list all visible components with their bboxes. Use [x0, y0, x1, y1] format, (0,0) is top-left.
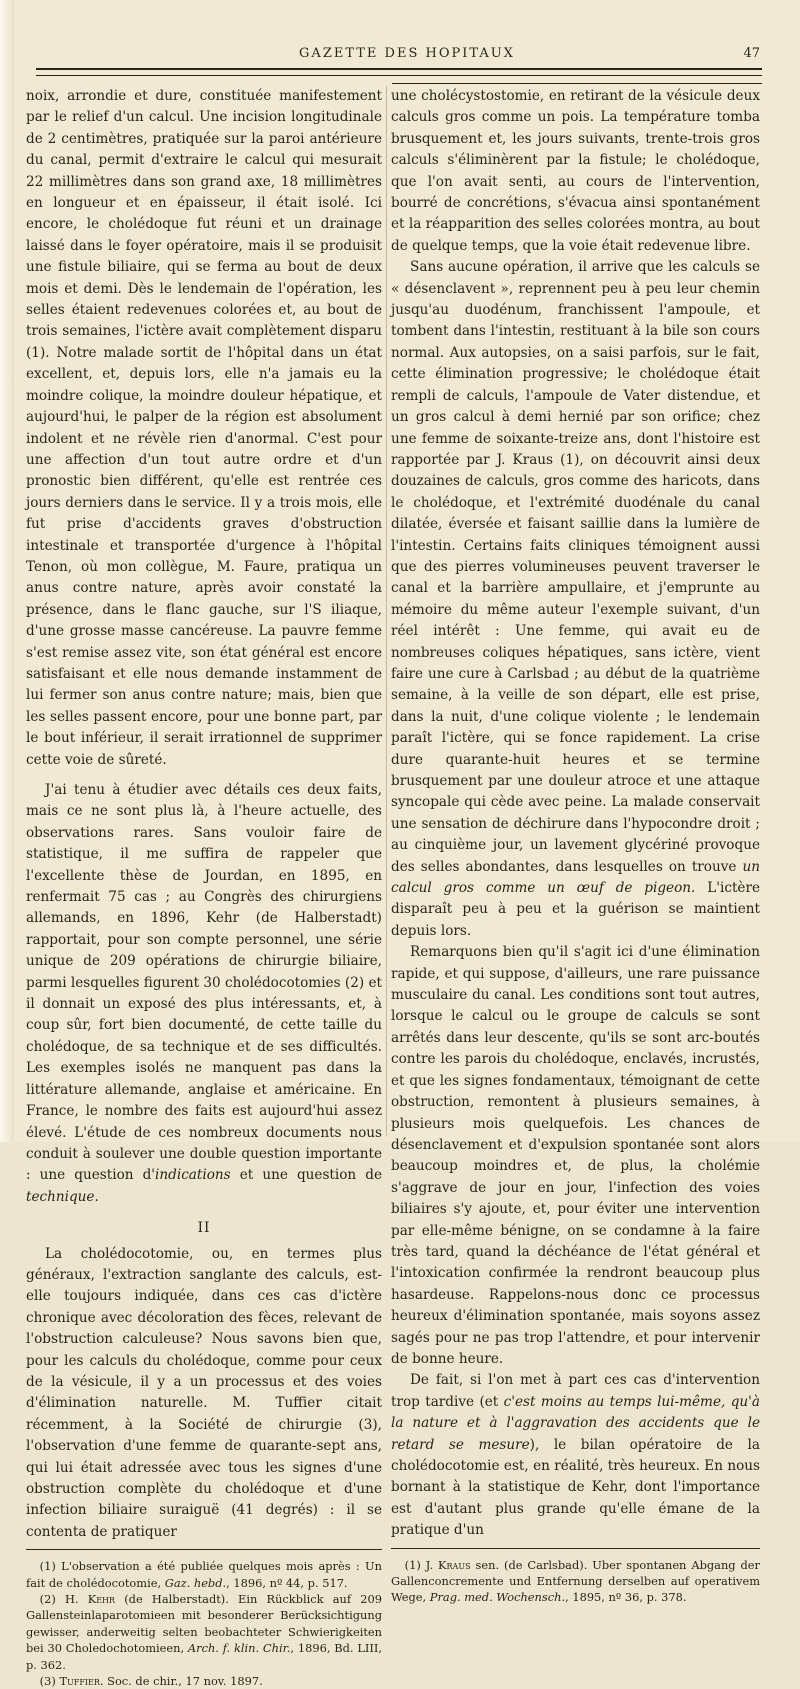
right-paragraph-4-end: ), le bilan opératoire de la cholédocotomie est, en réalité, très heureux. En nous bornant à la statistique de Kehr, dont l'importance est d'autant plus grande qu'elle émane de la pratique d'un	[391, 1436, 760, 1539]
footnote-kraus: (1) J. Kraus sen. (de Carlsbad). Uber spontanen Abgang der Gallenconcremente und Entfernung derselben auf operativem Wege, Prag. med. Wochensch., 1895, nº 36, p. 378.	[391, 1557, 760, 1605]
running-title: GAZETTE DES HOPITAUX	[299, 46, 515, 61]
footnote-3: (3) Tuffier. Soc. de chir., 17 nov. 1897.	[39, 1674, 263, 1689]
header-thin-rule	[392, 83, 762, 84]
right-paragraph-2-end: L'ictère disparaît peu à peu et la guérison se maintient depuis lors.	[391, 880, 760, 939]
column-gutter	[386, 86, 387, 1136]
footnote-kraus-source: Prag. med. Wochensch.	[429, 1590, 566, 1605]
left-paragraph-3: La cholédocotomie, ou, en termes plus généraux, l'extraction sanglante des calculs, est-elle toujours indiquée, dans ces cas d'ictère chronique avec décoloration des fèces, relevant de l'obstruction calculeuse? Nous savons bien que, pour les calculs du cholédoque, comme pour ceux de la vésicule, il y a un processus et des voies d'élimination naturelle. M. Tuffier citait récemment, à la Société de chirurgie (3), l'observation d'une femme de quarante-sept ans, qui lui était adressée avec tous les signes d'une obstruction complète du cholédoque et d'une infection biliaire suraiguë (41 degrés) : il se contenta de pratiquer	[26, 1245, 382, 1540]
right-paragraph-2-text: Sans aucune opération, il arrive que les calculs se « désenclavent », reprennent peu à peu leur chemin jusqu'au duodénum, franchissent l'ampoule, et tombent dans l'intestin, restituant à la bile son cours normal. Aux autopsies, on a saisi parfois, sur le fait, cette élimination progressive; le cholédoque était rempli de calculs, l'ampoule de Vater distendue, et un gros calcul à demi hernié par son orifice; chez une femme de soixante-treize ans, dont l'histoire est rapportée par J. Kraus (1), on découvrit ainsi deux douzaines de calculs, gros comme des haricots, dans le cholédoque, et l'extrémité duodénale du canal dilatée, éversée et faisant saillie dans la lumière de l'intestin. Certains faits cliniques témoignent aussi que des pierres volumineuses peuvent traverser le canal et la barrière ampullaire, et j'emprunte au mémoire du même auteur l'exemple suivant, d'un réel intérêt : Une femme, qui avait eu de nombreuses coliques hépatiques, sans ictère, vient faire une cure à Carlsbad ; au début de la quatrième semaine, à la veille de son départ, elle est prise, dans la nuit, d'une colique violente ; le lendemain paraît l'ictère, qui se fonce rapidement. La crise dure quarante-huit heures et se termine brusquement par une douleur atroce et une attaque syncopale qui cède avec peine. La malade conservait une sensation de déchirure dans l'hypocondre droit ; au cinquième jour, un lavement glycériné provoque des selles abondantes, dans lesquelles on trouve	[391, 259, 760, 875]
right-paragraph-4	[391, 1370, 760, 1541]
section-number: II	[197, 1220, 211, 1237]
left-paragraph-1: noix, arrondie et dure, constituée manifestement par le relief d'un calcul. Une incision longitudinale de 2 centimètres, pratiquée sur la paroi antérieure du canal, permit d'extraire le calcul qui mesurait 22 millimètres dans son grand axe, 18 millimètres en longueur et en épaisseur, il était isolé. Ici encore, le cholédoque fut réuni et un drainage laissé dans le foyer opératoire, mais il se produisit une fistule biliaire, qui se ferma au bout de deux mois et demi. Dès le lendemain de l'opération, les selles étaient redevenues colorées et, au bout de trois semaines, l'ictère avait complètement disparu (1). Notre malade sortit de l'hôpital dans un état excellent, et, depuis lors, elle n'a jamais eu la moindre colique, la moindre douleur hépatique, et aujourd'hui, le palper de la région est absolument indolent et ne révèle rien d'anormal. C'est pour une affection d'un tout autre ordre et d'un pronostic bien différent, qu'elle est rentrée ces jours derniers dans le service. Il y a trois mois, elle fut prise d'accidents graves d'obstruction intestinale et transportée d'urgence à l'hôpital Tenon, où mon collègue, M. Faure, pratiqua un anus contre nature, après avoir constaté la présence, dans le flanc gauche, sur l'S iliaque, d'une grosse masse cancéreuse. La pauvre femme s'est remise assez vite, son état général est encore satisfaisant et elle nous demande instamment de lui fermer son anus contre nature; mais, bien que les selles passent encore, pour une bonne part, par le bout inférieur, il serait irrationnel de supprimer cette voie de sûreté.	[26, 88, 382, 768]
left-footnotes	[26, 1549, 382, 1689]
right-paragraph-4-text: De fait, si l'on met à part ces cas d'intervention trop tardive (et	[391, 1372, 760, 1410]
newspaper-page	[14, 0, 800, 1689]
footnote-2-source: Arch. f. klin. Chir.	[187, 1641, 291, 1656]
left-paragraph-2-end: .	[94, 1188, 99, 1205]
right-paragraph-1: une cholécystostomie, en retirant de la vésicule deux calculs gros comme un pois. La température tomba brusquement et, les jours suivants, trente-trois gros calculs s'éliminèrent par la fistule; le cholédoque, que l'on avait senti, au cours de l'intervention, bourré de concrétions, s'évacua ainsi spontanément et la réapparition des selles colorées montra, au bout de quelque temps, que la voie était redevenue libre.	[391, 88, 760, 254]
left-paragraph-2-text: J'ai tenu à étudier avec détails ces deux faits, mais ce ne sont plus là, à l'heure actuelle, des observations rares. Sans vouloir faire de statistique, il me suffira de rappeler que l'excellente thèse de Jourdan, en 1895, en renfermait 75 cas ; au Congrès des chirurgiens allemands, en 1896, Kehr (de Halberstadt) rapportait, pour son compte personnel, une série unique de 209 opérations de chirurgie biliaire, parmi lesquelles figurent 30 cholédocotomies (2) et il donnait un exposé des plus intéressants, et, à coup sûr, fort bien documenté, de cette taille du cholédoque, de sa technique et de ses difficultés. Les exemples isolés ne manquent pas dans la littérature allemande, anglaise et américaine. En France, le nombre des faits est aujourd'hui assez élevé. L'étude de ces nombreux documents nous conduit à soulever une double question importante : une question d'	[26, 782, 382, 1184]
emphasis-aggravation: c'est moins au temps lui-même, qu'à la nature et à l'aggravation des accidents que le retard se mesure	[391, 1393, 760, 1453]
left-paragraph-2	[26, 780, 382, 1208]
emphasis-indications: indications	[155, 1167, 231, 1184]
book-binding-edge	[0, 0, 14, 1142]
footnote-kraus-end: , 1895, nº 36, p. 378.	[565, 1590, 687, 1605]
footnote-2: (2) H. Kehr (de Halberstadt). Ein Rückblick auf 209 Gallensteinlaparotomieen mit besonderer Berücksichtigung gewisser, anderweitig selten beobachteter Schwierigkeiten bei 30 Choledochotomieen, Arch. f. klin. Chir., 1896, Bd. LIII, p. 362.	[26, 1592, 383, 1672]
footnote-2-author: H. Kehr	[64, 1592, 116, 1607]
footnote-rule	[26, 1549, 382, 1550]
footnote-3-end: . Soc. de chir., 17 nov. 1897.	[99, 1674, 263, 1689]
footnote-rule-right	[391, 1548, 760, 1549]
page-number: 47	[743, 46, 760, 61]
emphasis-calcul: un calcul gros comme un œuf de pigeon.	[391, 858, 760, 897]
footnote-2-end: , 1896, Bd. LIII, p. 362.	[26, 1641, 383, 1672]
footnote-1	[26, 1558, 382, 1591]
footnote-kraus-text: sen. (de Carlsbad). Uber spontanen Abgang der Gallenconcremente und Entfernung derselben auf operativem Wege,	[391, 1557, 760, 1605]
right-paragraph-3: Remarquons bien qu'il s'agit ici d'une élimination rapide, et qui suppose, d'ailleurs, une rare puissance musculaire du canal. Les conditions sont tout autres, lorsque le calcul ou le groupe de calculs se sont arrêtés dans leur descente, qu'ils se sont arc-boutés contre les parois du cholédoque, enclavés, incrustés, et que les signes fondamentaux, témoignant de cette obstruction, remontent à plusieurs semaines, à plusieurs mois quelquefois. Les chances de désenclavement et d'expulsion spontanée sont alors beaucoup moindres et, de plus, la cholémie s'aggrave de jour en jour, l'infection des voies biliaires s'y ajoute, et, pour éviter une intervention par elle-même bénigne, on se condamne à la faire très tard, quand la déchéance de l'état général et l'intoxication confirmée la rendront beaucoup plus hasardeuse. Rappelons-nous donc ce processus heureux d'élimination spontanée, mais soyons assez sagés pour ne pas trop l'attendre, et pour intervenir de bonne heure.	[391, 944, 760, 1367]
right-paragraph-2	[391, 257, 760, 942]
emphasis-technique: technique	[26, 1188, 95, 1205]
footnote-2-text: (de Halberstadt). Ein Rückblick auf 209 Gallensteinlaparotomieen mit besonderer Berücksichtigung gewisser, anderweitig selten beobachteter Schwierigkeiten bei 30 Choledochotomieen,	[26, 1592, 382, 1656]
footnote-1-source: Gaz. hebd.	[164, 1575, 227, 1590]
footnote-3-author: Tuffier	[59, 1674, 100, 1689]
left-paragraph-2-mid: et une question de	[230, 1167, 383, 1184]
left-column	[26, 86, 382, 1689]
right-column	[391, 86, 760, 1606]
header-double-rule	[36, 68, 762, 76]
footnote-1-text: (1) L'observation a été publiée quelques mois après : Un fait de cholédocotomie,	[26, 1559, 382, 1590]
footnote-kraus-author: J. Kraus	[425, 1557, 471, 1572]
right-footnotes	[391, 1548, 760, 1606]
footnote-1-end: , 1896, nº 44, p. 517.	[226, 1575, 348, 1590]
